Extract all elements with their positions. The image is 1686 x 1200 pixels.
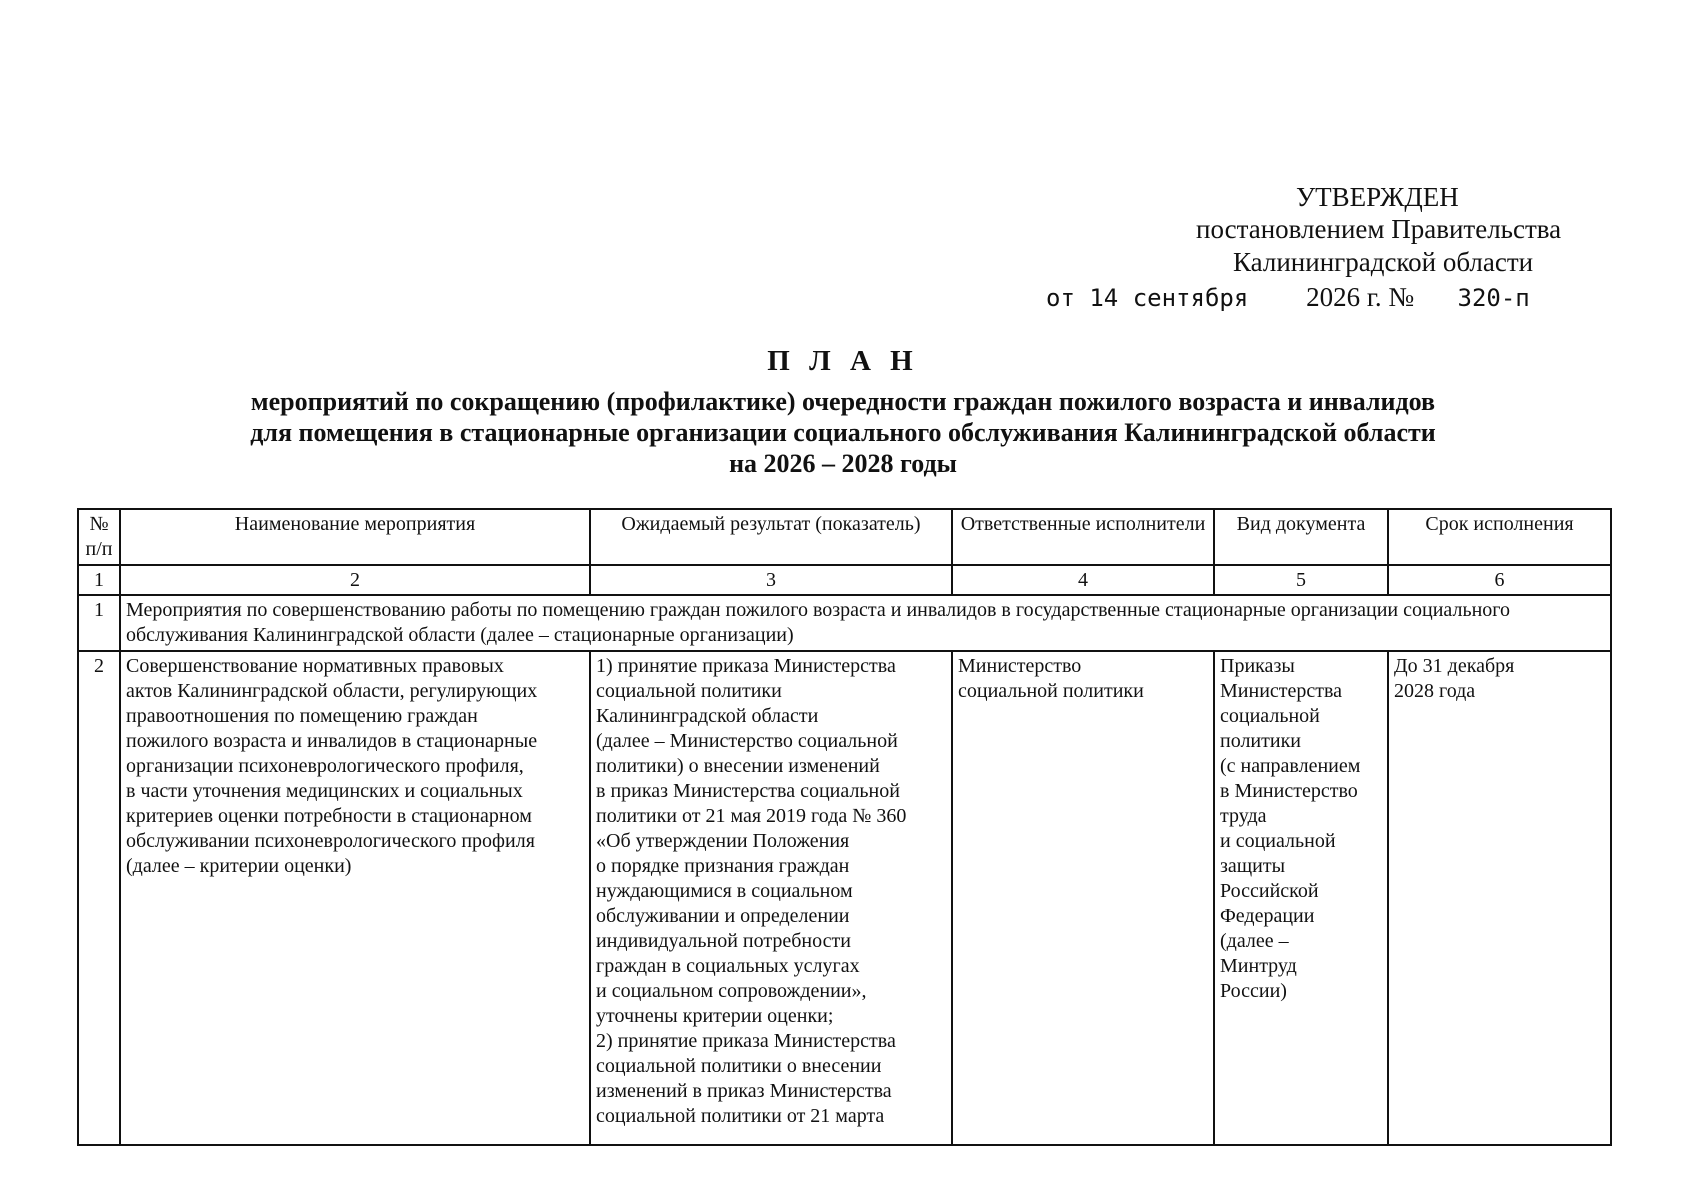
- approval-line-resolution: постановлением Правительства: [1196, 214, 1562, 244]
- table-header-row: [78, 509, 1611, 565]
- cell-line: политики: [1220, 730, 1301, 752]
- cell-line: и социальном сопровождении»,: [596, 980, 867, 1002]
- approval-date-line: [1046, 282, 1530, 313]
- cell-line: Минтруд: [1220, 955, 1297, 977]
- cell-line: индивидуальной потребности: [596, 930, 851, 952]
- cell-line: критериев оценки потребности в стационарном: [126, 805, 532, 827]
- approval-year: 2026 г. №: [1306, 282, 1415, 312]
- section-row: [78, 595, 1611, 651]
- approval-line-region: Калининградской области: [1233, 247, 1534, 277]
- cell-line: пожилого возраста и инвалидов в стационарные: [126, 730, 538, 752]
- plan-subtitle: [0, 386, 1686, 479]
- row-activity-name: [120, 651, 590, 1145]
- cell-line: политики от 21 мая 2019 года № 360: [596, 805, 907, 827]
- cell-line: (далее – критерии оценки): [126, 855, 352, 877]
- cell-line: России): [1220, 980, 1287, 1002]
- cell-line: обслуживании и определении: [596, 905, 850, 927]
- cell-line: нуждающимися в социальном: [596, 880, 853, 902]
- column-number: 5: [1214, 565, 1388, 595]
- column-number: 2: [120, 565, 590, 595]
- table-row: [78, 651, 1611, 1145]
- cell-line: Приказы: [1220, 655, 1295, 677]
- approval-date: от 14 сентября: [1046, 284, 1249, 312]
- column-number: 3: [590, 565, 952, 595]
- plan-table: [77, 508, 1612, 1146]
- header-cell-name: Наименование мероприятия: [120, 509, 590, 565]
- cell-line: в части уточнения медицинских и социальных: [126, 780, 523, 802]
- column-number: 6: [1388, 565, 1611, 595]
- plan-subtitle-line: мероприятий по сокращению (профилактике) очередности граждан пожилого возраста и инвалидов: [250, 387, 1436, 416]
- plan-title-block: [0, 345, 1686, 479]
- column-number: 1: [78, 565, 120, 595]
- cell-line: Министерство: [958, 655, 1082, 677]
- column-number-row: [78, 565, 1611, 595]
- section-row-text: Мероприятия по совершенствованию работы по помещению граждан пожилого возраста и инвалидов в государственные стационарные организации социального обслуживания Калининградской области (далее – стационарные организации): [120, 595, 1611, 651]
- row-expected-result: [590, 651, 952, 1145]
- header-cell-executors: Ответственные исполнители: [952, 509, 1214, 565]
- cell-line: труда: [1220, 805, 1267, 827]
- column-number: 4: [952, 565, 1214, 595]
- cell-line: политики) о внесении изменений: [596, 755, 880, 777]
- cell-line: обслуживании психоневрологического профиля: [126, 830, 535, 852]
- header-cell-doc-type: Вид документа: [1214, 509, 1388, 565]
- cell-line: социальной политики от 21 марта: [596, 1105, 885, 1127]
- header-cell-deadline: Срок исполнения: [1388, 509, 1611, 565]
- row-executors: [952, 651, 1214, 1145]
- approval-number: 320-п: [1457, 284, 1530, 312]
- cell-line: в Министерство: [1220, 780, 1358, 802]
- cell-line: социальной политики: [958, 680, 1144, 702]
- cell-line: Калининградской области: [596, 705, 819, 727]
- header-cell-number: № п/п: [78, 509, 120, 565]
- header-cell-result: Ожидаемый результат (показатель): [590, 509, 952, 565]
- cell-line: организации психоневрологического профиля,: [126, 755, 524, 777]
- cell-line: о порядке признания граждан: [596, 855, 850, 877]
- cell-line: уточнены критерии оценки;: [596, 1005, 834, 1027]
- cell-line: «Об утверждении Положения: [596, 830, 850, 852]
- cell-line: (с направлением: [1220, 755, 1361, 777]
- cell-line: 1) принятие приказа Министерства: [596, 655, 896, 677]
- cell-line: Федерации: [1220, 905, 1315, 927]
- cell-line: защиты: [1220, 855, 1286, 877]
- cell-line: актов Калининградской области, регулирующих: [126, 680, 538, 702]
- cell-line: граждан в социальных услугах: [596, 955, 860, 977]
- cell-line: и социальной: [1220, 830, 1336, 852]
- cell-line: правоотношения по помещению граждан: [126, 705, 478, 727]
- plan-heading: П Л А Н: [767, 345, 919, 377]
- cell-line: 2028 года: [1394, 680, 1476, 702]
- approval-title: УТВЕРЖДЕН: [1296, 182, 1459, 212]
- cell-line: социальной политики о внесении: [596, 1055, 882, 1077]
- cell-line: социальной: [1220, 705, 1320, 727]
- cell-line: 2) принятие приказа Министерства: [596, 1030, 896, 1052]
- cell-line: Совершенствование нормативных правовых: [126, 655, 504, 677]
- cell-line: изменений в приказ Министерства: [596, 1080, 892, 1102]
- plan-subtitle-line: для помещения в стационарные организации социального обслуживания Калининградской области: [250, 418, 1436, 447]
- cell-line: (далее – Министерство социальной: [596, 730, 898, 752]
- plan-subtitle-line: на 2026 – 2028 годы: [729, 449, 957, 478]
- section-row-number: 1: [78, 595, 120, 651]
- cell-line: социальной политики: [596, 680, 782, 702]
- row-deadline: [1388, 651, 1611, 1145]
- cell-line: До 31 декабря: [1394, 655, 1515, 677]
- row-number: 2: [78, 651, 120, 1145]
- cell-line: Российской: [1220, 880, 1319, 902]
- cell-line: в приказ Министерства социальной: [596, 780, 900, 802]
- cell-line: (далее –: [1220, 930, 1289, 952]
- row-document-type: [1214, 651, 1388, 1145]
- cell-line: Министерства: [1220, 680, 1343, 702]
